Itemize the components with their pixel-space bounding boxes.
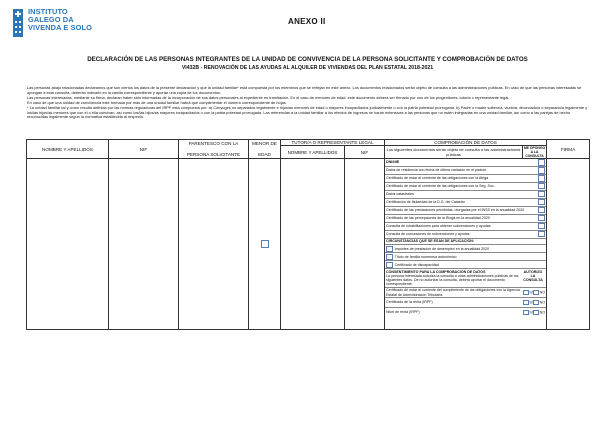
no-label: NO <box>539 300 545 305</box>
circumstance-label: Importes de prestación de desempleo en la anualidad 2020 <box>394 246 490 251</box>
guardian-name-cell[interactable] <box>281 159 345 330</box>
doc-label: Certificado de las prestaciones percibidas, otorgadas por el INSS en la anualidad 2020 <box>386 208 525 213</box>
galicia-cross-icon <box>12 8 24 38</box>
doc-label: DNI/NIE <box>386 160 400 165</box>
header-minor <box>249 140 281 159</box>
header-oppose: ME OPONGO A LA CONSULTA <box>523 146 546 158</box>
header-relation-line-2: PERSONA SOLICITANTE <box>186 152 241 157</box>
logo-text <box>28 8 92 33</box>
minor-checkbox[interactable] <box>261 240 269 248</box>
doc-item <box>385 183 546 191</box>
document-subtitle: VI432B - RENOVACIÓN DE LAS AYUDAS AL ALQUILER DE VIVIENDAS DEL PLAN ESTATAL 2018-2021 <box>181 65 434 71</box>
doc-item <box>385 167 546 175</box>
logo-line-3: VIVENDA E SOLO <box>28 23 92 33</box>
doc-label: Consulta de inhabilitaciones para obtener subvenciones y ayudas <box>386 224 491 229</box>
doc-item <box>385 215 546 223</box>
header-check-docs: Los siguientes documentos serán objeto de consulta a las administraciones públicas <box>385 146 523 159</box>
no-label: NO <box>539 290 545 295</box>
oppose-checkbox[interactable] <box>538 199 545 205</box>
circumstances-label: CIRCUNSTANCIAS QUE SE ESAN DE APLICACIÓN: <box>385 239 546 246</box>
consent-header <box>385 269 546 288</box>
oppose-checkbox[interactable] <box>538 215 545 221</box>
institute-logo <box>12 8 112 42</box>
header-minor-line-2: EDAD <box>258 152 271 157</box>
docs-cell <box>385 159 547 330</box>
doc-label: Certificado de estar al corriente de las obligaciones con la Seg. Soc. <box>386 184 495 189</box>
header-guardian: TUTOR/A O REPRESENTANTE LEGAL <box>281 140 385 146</box>
circumstance-checkbox[interactable] <box>386 262 393 268</box>
intro-paragraph: En caso de que una unidad de convivencia esté formada por más de una unidad familiar habrá que cumplimentar el número correspondiente de hojas. <box>27 99 287 105</box>
oppose-checkbox[interactable] <box>538 159 545 165</box>
intro-paragraph: * La unidad familiar tal y como resulta definida por las normas reguladoras del IRPF está compuesta por: a) Cónyuges no separados legalmente e hijos/as menores de edad o mayores incapacitados judicialmente o con la patria potestad prorrogada. b) Padre o madre soltero/a, viudo/a, divorciado/a o separado/a legalmente y los/las hijos/as menores que con él o ella convivan, así como los/las hijos/as mayores incapacitados o con la patria potestad prorrogada. Las referencias a la unidad familiar a los efectos de ingresos se harán extensivas a las personas que no estén integradas en una unidad familiar, así como a las parejas de hecho reconocidas legalmente según la normativa establecida al respecto. <box>27 104 588 120</box>
yes-checkbox[interactable] <box>523 290 529 295</box>
doc-label: Certificado de las percepciones de la Rioga en la anualidad 2020 <box>386 216 490 221</box>
doc-label: Datos catastrales <box>386 192 414 197</box>
circumstance-label: Título de familia numerosa autonómico <box>394 254 457 259</box>
consent-item-label: Certificado de la renta (IRPF) <box>386 300 433 305</box>
yes-label: SÍ <box>529 300 533 305</box>
header-check: COMPROBACIÓN DE DATOS <box>385 140 547 146</box>
consent-block <box>386 270 521 287</box>
circumstance-checkbox[interactable] <box>386 246 393 252</box>
header-guardian-name: NOMBRE Y APELLIDOS <box>281 146 345 159</box>
yes-checkbox[interactable] <box>523 310 529 315</box>
consent-label: CONSENTIMIENTO PARA LA COMPROBACIÓN DE DATOS <box>386 269 486 274</box>
oppose-checkbox[interactable] <box>538 223 545 229</box>
header-name: NOMBRE Y APELLIDOS <box>27 140 109 159</box>
household-table <box>26 139 590 330</box>
doc-item <box>385 207 546 215</box>
doc-item <box>385 223 546 231</box>
consent-text: La persona interesada autoriza la consulta a otras administraciones públicas de los siguientes datos. De no autorizar la consulta, deberá aportar el documento correspondiente. <box>386 273 519 287</box>
oppose-checkbox[interactable] <box>538 231 545 237</box>
yes-checkbox[interactable] <box>523 300 529 305</box>
consent-item-label: Nivel de renta (IRPF) <box>386 310 420 315</box>
consent-item <box>385 308 546 317</box>
yes-no-choice <box>523 290 545 295</box>
intro-text <box>27 86 589 120</box>
logo-line-1: INSTITUTO <box>28 7 68 16</box>
yes-label: SÍ <box>529 290 533 295</box>
no-checkbox[interactable] <box>533 310 539 315</box>
document-title: DECLARACIÓN DE LAS PERSONAS INTEGRANTES DE LA UNIDAD DE CONVIVENCIA DE LA PERSONA SOLICITANTE Y COMPROBACIÓN DE DATOS <box>87 56 528 63</box>
doc-item <box>385 159 546 167</box>
minor-cell <box>249 159 281 330</box>
oppose-checkbox[interactable] <box>538 207 545 213</box>
relation-cell[interactable] <box>179 159 249 330</box>
doc-label: Datos de residencia con fecha de última variación en el padrón <box>386 168 487 173</box>
circumstance-checkbox[interactable] <box>386 254 393 260</box>
doc-item <box>385 175 546 183</box>
oppose-checkbox[interactable] <box>538 175 545 181</box>
guardian-nif-cell[interactable] <box>345 159 385 330</box>
intro-paragraph: Las personas abajo relacionadas declaramos que son ciertos los datos de la presente declaración y que la unidad familiar* está compuesta por los miembros que se reflejan en este anexo. Los documentos relacionados serán objeto de consulta a las administraciones públicas. En caso de que las personas interesadas se opongan a esta consulta, deberán indicarlo en la casilla correspondiente y aportar una copia de los documentos. <box>27 85 582 95</box>
no-label: NO <box>539 310 545 315</box>
header-relation-line-1: PARENTESCO CON LA <box>188 141 239 146</box>
logo-line-2: GALEGO DA <box>28 15 74 25</box>
yes-no-choice <box>523 310 545 315</box>
consent-item-label: Certificado de estar al corriente del cumplimiento de las obligaciones con la Agencia Estatal de Administración Tributaria <box>386 288 520 297</box>
header-nif: NIF <box>109 140 179 159</box>
yes-no-choice <box>523 300 545 305</box>
docs-list <box>385 159 546 317</box>
header-sign: FIRMA <box>547 140 590 159</box>
circumstance-item <box>385 261 546 269</box>
circumstance-item <box>385 253 546 261</box>
header-relation <box>179 140 249 159</box>
nif-cell[interactable] <box>109 159 179 330</box>
doc-label: Certificado de estar al corriente de las obligaciones con la Atriga <box>386 176 489 181</box>
yes-label: SÍ <box>529 310 533 315</box>
doc-item <box>385 191 546 199</box>
circumstance-label: Certificado de discapacidad <box>394 262 439 267</box>
doc-item <box>385 231 546 239</box>
oppose-checkbox[interactable] <box>538 183 545 189</box>
intro-paragraph: Las personas interesadas, mediante su firma, declaran haber sido informadas de la incorporación de sus datos personales al expediente en tramitación. En el caso de menores de edad, este documento deberá ser firmado por uno de los progenitores, tutor/a o representante legal. <box>27 94 510 100</box>
signature-cell[interactable] <box>547 159 590 330</box>
circumstance-item <box>385 245 546 253</box>
no-checkbox[interactable] <box>533 290 539 295</box>
authorize-label: AUTORIZO LA CONSULTA <box>523 269 543 283</box>
doc-label: Consulta de concesiones de subvenciones y ayudas <box>386 232 470 237</box>
annex-label: ANEXO II <box>288 17 326 26</box>
oppose-checkbox[interactable] <box>538 191 545 197</box>
header-minor-line-1: MENOR DE <box>252 141 277 146</box>
doc-item <box>385 199 546 207</box>
oppose-checkbox[interactable] <box>538 167 545 173</box>
consent-item <box>385 288 546 298</box>
consent-item <box>385 298 546 308</box>
name-cell[interactable] <box>27 159 109 330</box>
doc-label: Certificación de titularidad de la D.G. del Catastro <box>386 200 465 205</box>
header-guardian-nif: NIF <box>345 146 385 159</box>
no-checkbox[interactable] <box>533 300 539 305</box>
